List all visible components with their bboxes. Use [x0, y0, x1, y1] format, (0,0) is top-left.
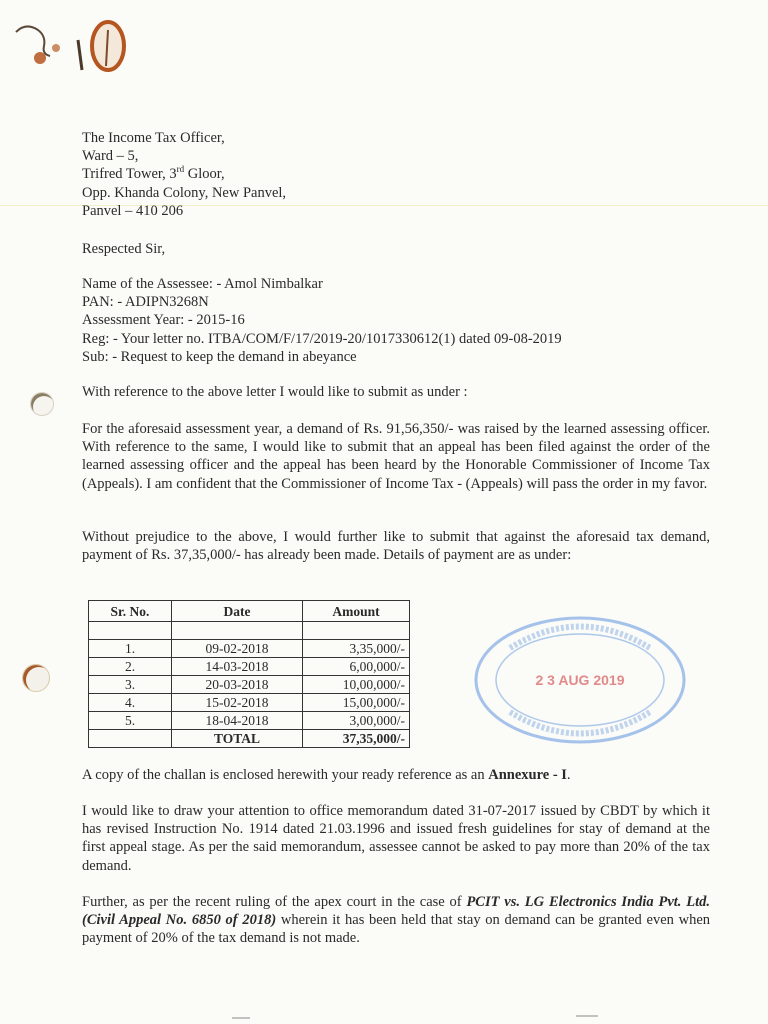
address-line-3: Trifred Tower, 3rd Gloor,: [82, 164, 225, 183]
paragraph-ruling: Further, as per the recent ruling of the apex court in the case of PCIT vs. LG Electronics India Pvt. Ltd. (Civil Appeal No. 6850 of 2018) wherein it has been held that stay on demand can be granted even when payment of 20% of the tax demand is not made.: [82, 894, 710, 947]
pan-number: PAN: - ADIPN3268N: [82, 294, 209, 311]
paragraph-intro: With reference to the above letter I would like to submit as under :: [82, 384, 468, 400]
case-citation: PCIT vs. LG Electronics India Pvt. Ltd. (Civil Appeal No. 6850 of 2018): [82, 894, 710, 929]
subject-line: Sub: - Request to keep the demand in abeyance: [82, 348, 357, 365]
stamp-date: 2 3 AUG 2019: [535, 672, 625, 688]
assessee-name: Name of the Assessee: - Amol Nimbalkar: [82, 276, 323, 292]
table-row: 3. 20-03-2018 10,00,000/-: [89, 676, 410, 694]
reference-line: Reg: - Your letter no. ITBA/COM/F/17/2019-20/1017330612(1) dated 09-08-2019: [82, 330, 562, 347]
assessment-year: Assessment Year: - 2015-16: [82, 312, 245, 329]
address-line-2: Ward – 5,: [82, 148, 139, 165]
table-header-row: [89, 601, 410, 622]
address-line-4: Opp. Khanda Colony, New Panvel,: [82, 184, 287, 201]
address-line-1: The Income Tax Officer,: [82, 130, 225, 146]
table-row: 5. 18-04-2018 3,00,000/-: [89, 712, 410, 730]
table-row: 1. 09-02-2018 3,35,000/-: [89, 640, 410, 658]
annexure-label: Annexure - I: [488, 767, 567, 783]
header-date: Date: [172, 601, 303, 622]
punch-hole-bottom: [22, 664, 50, 692]
office-receipt-stamp: [470, 610, 690, 750]
total-value: 37,35,000/-: [303, 730, 410, 748]
address-line-5: Panvel – 410 206: [82, 202, 184, 219]
paragraph-payment: Without prejudice to the above, I would further like to submit that against the aforesaid tax demand, payment of Rs. 37,35,000/- has already been made. Details of payment are as under:: [82, 529, 710, 564]
payment-table: [88, 600, 410, 748]
salutation: Respected Sir,: [82, 241, 166, 257]
paragraph-annexure: A copy of the challan is enclosed herewith your ready reference as an Annexure - I.: [82, 767, 571, 783]
subject-block: [82, 275, 562, 366]
table-total-row: [89, 730, 410, 748]
table-spacer-row: [89, 622, 410, 640]
total-label: TOTAL: [172, 730, 303, 748]
recipient-address: [82, 129, 286, 220]
punch-hole-top: [30, 392, 54, 416]
header-amount: Amount: [303, 601, 410, 622]
paragraph-memorandum: I would like to draw your attention to office memorandum dated 31-07-2017 issued by CBDT by which it has revised Instruction No. 1914 dated 21.03.1996 and issued fresh guidelines for stay of demand at the first appeal stage. As per the said memorandum, assessee cannot be asked to pay more than 20% of the tax demand.: [82, 803, 710, 874]
bottom-scan-marks: [0, 1010, 768, 1024]
paragraph-demand: For the aforesaid assessment year, a demand of Rs. 91,56,350/- was raised by the learned assessing officer. With reference to the same, I would like to submit that an appeal has been filed against the order of the learned assessing officer and the appeal has been heard by the Honorable Commissioner of Income Tax (Appeals). I am confident that the Commissioner of Income Tax - (Appeals) will pass the order in my favor.: [82, 421, 710, 492]
table-row: 2. 14-03-2018 6,00,000/-: [89, 658, 410, 676]
table-row: 4. 15-02-2018 15,00,000/-: [89, 694, 410, 712]
handwritten-page-number-mark: [8, 10, 138, 80]
header-sr-no: Sr. No.: [89, 601, 172, 622]
